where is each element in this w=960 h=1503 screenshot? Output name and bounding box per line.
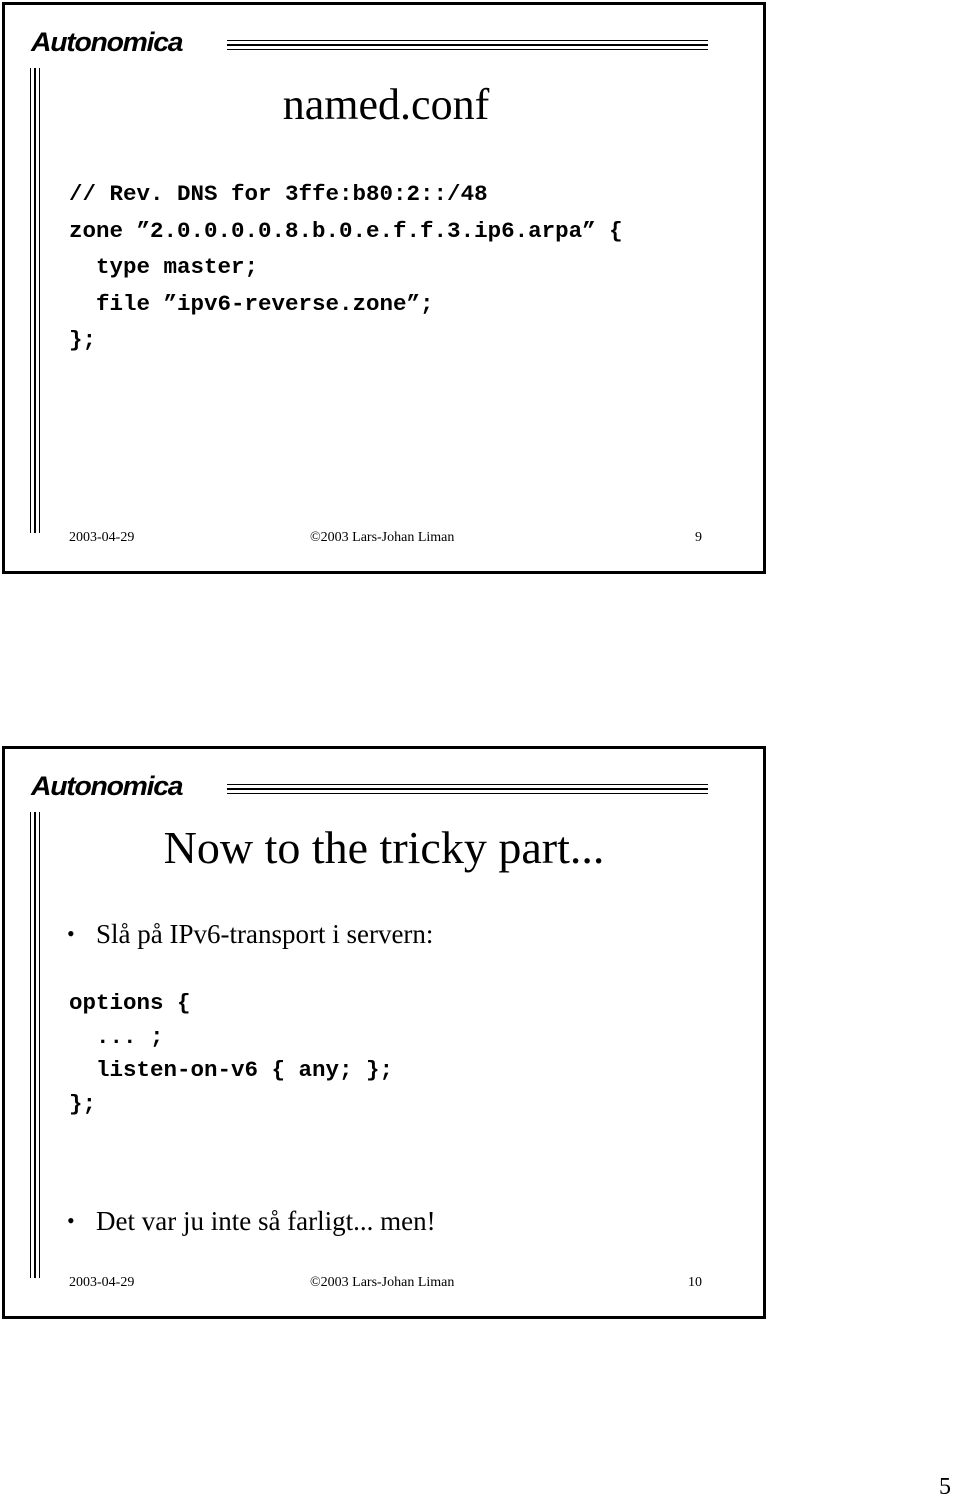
bullet-text: Det var ju inte så farligt... men! [96, 1206, 436, 1236]
bullet-text: Slå på IPv6-transport i servern: [96, 919, 434, 949]
side-rule [30, 812, 42, 1278]
slide-9 [2, 2, 766, 574]
footer-slide-number: 10 [688, 1275, 702, 1290]
slide-title: Now to the tricky part... [163, 822, 605, 873]
footer-copyright: ©2003 Lars-Johan Liman [310, 530, 455, 545]
page-number: 5 [939, 1474, 951, 1500]
bullet-icon: • [67, 1208, 75, 1233]
code-block: // Rev. DNS for 3ffe:b80:2::/48 zone ”2.0.0.0.0.8.b.0.e.f.f.3.ip6.arpa” { type master; file ”ipv6-reverse.zone”; }; [69, 181, 623, 354]
side-rule [30, 68, 42, 533]
bullet-icon: • [67, 921, 75, 946]
autonomica-logo: Autonomica [31, 27, 183, 57]
bullet-item [67, 1208, 436, 1235]
slide-title: named.conf [282, 80, 490, 129]
footer-slide-number: 9 [695, 530, 702, 545]
header-rule [227, 784, 708, 795]
code-block: options { ... ; listen-on-v6 { any; }; }; [69, 990, 394, 1117]
footer-copyright: ©2003 Lars-Johan Liman [310, 1275, 455, 1290]
slide-10 [2, 746, 766, 1319]
autonomica-logo: Autonomica [31, 771, 183, 801]
footer-date: 2003-04-29 [69, 530, 135, 545]
header-rule [227, 40, 708, 51]
footer-date: 2003-04-29 [69, 1275, 135, 1290]
bullet-item [67, 921, 433, 948]
